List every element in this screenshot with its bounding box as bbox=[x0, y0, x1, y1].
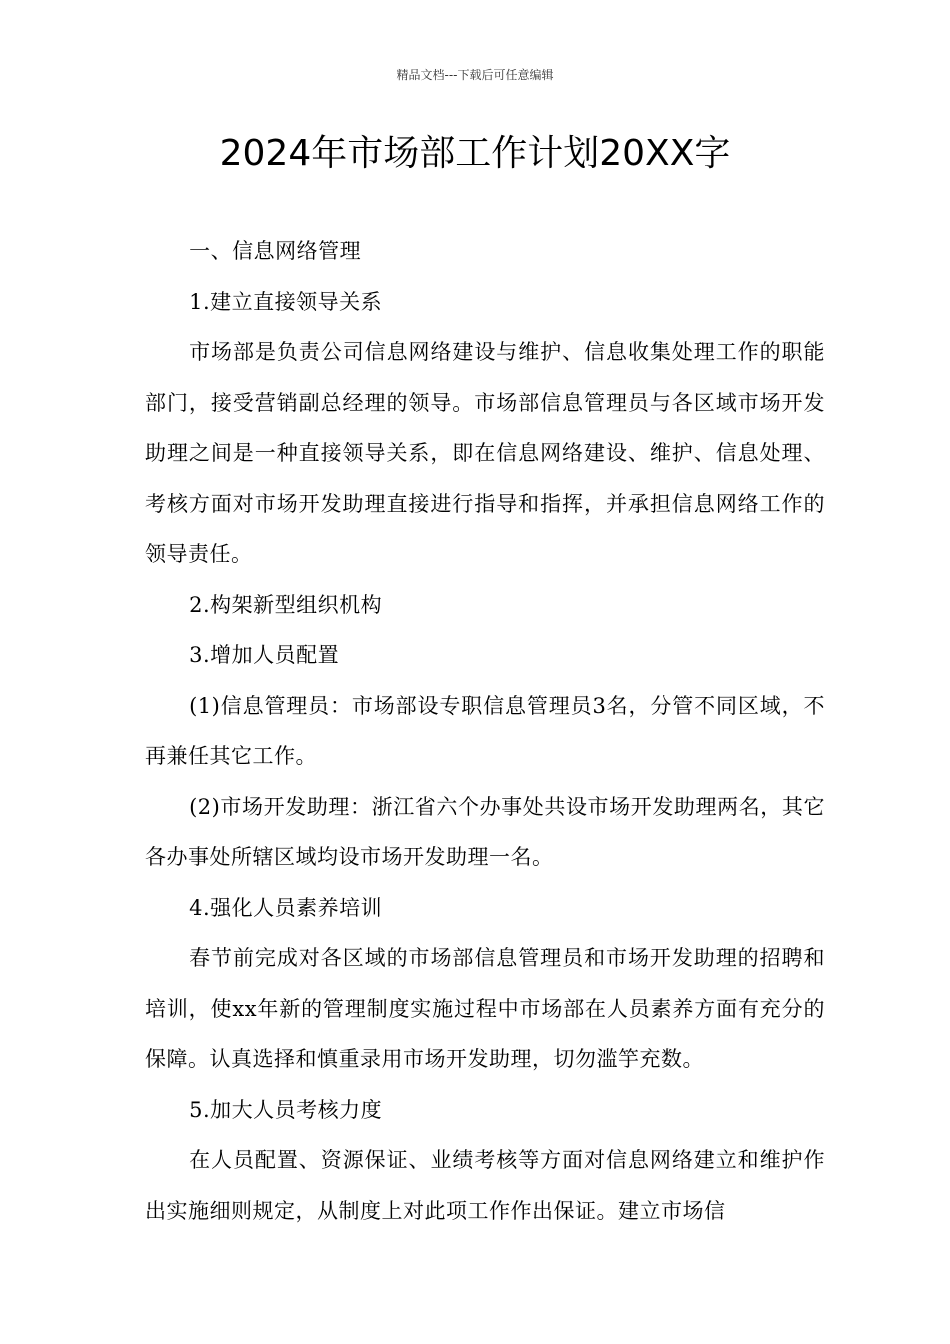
item-heading-4: 4.强化人员素养培训 bbox=[189, 895, 383, 920]
item-heading-5: 5.加大人员考核力度 bbox=[189, 1097, 383, 1122]
item-heading-2: 2.构架新型组织机构 bbox=[189, 592, 383, 617]
paragraph-1: 市场部是负责公司信息网络建设与维护、信息收集处理工作的职能部门，接受营销副总经理的领导。市场部信息管理员与各区域市场开发助理之间是一种直接领导关系，即在信息网络建设、维护、信息处理、考核方面对市场开发助理直接进行指导和指挥，并承担信息网络工作的领导责任。 bbox=[145, 340, 825, 566]
item-heading-1: 1.建立直接领导关系 bbox=[189, 289, 383, 314]
paragraph-training: 春节前完成对各区域的市场部信息管理员和市场开发助理的招聘和培训，使xx年新的管理制度实施过程中市场部在人员素养方面有充分的保障。认真选择和慎重录用市场开发助理，切勿滥竽充数。 bbox=[145, 946, 825, 1071]
header-note: 精品文档---下载后可任意编辑 bbox=[396, 68, 554, 82]
item-heading-3: 3.增加人员配置 bbox=[189, 643, 340, 667]
document-body bbox=[145, 226, 825, 1236]
document-title: 2024年市场部工作计划20XX字 bbox=[219, 133, 731, 174]
paragraph-assessment: 在人员配置、资源保证、业绩考核等方面对信息网络建立和维护作出实施细则规定，从制度上对此项工作作出保证。建立市场信 bbox=[145, 1148, 825, 1223]
paragraph-market-assistant: (2)市场开发助理：浙江省六个办事处共设市场开发助理两名，其它各办事处所辖区域均设市场开发助理一名。 bbox=[145, 794, 825, 869]
section-heading-info-network: 一、信息网络管理 bbox=[189, 239, 362, 263]
paragraph-info-manager: (1)信息管理员：市场部设专职信息管理员3名，分管不同区域，不再兼任其它工作。 bbox=[145, 693, 825, 768]
